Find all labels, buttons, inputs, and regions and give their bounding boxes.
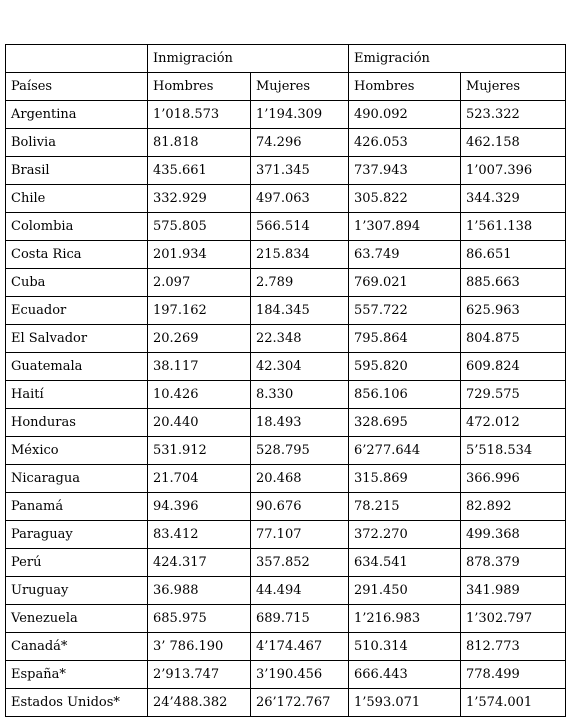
immigration-men-cell: 2.097 [148,269,251,297]
column-header-country: Países [6,73,148,101]
immigration-men-cell: 21.704 [148,465,251,493]
emigration-men-cell: 737.943 [349,157,461,185]
emigration-women-cell: 1’561.138 [461,213,566,241]
country-cell: México [6,437,148,465]
immigration-men-cell: 685.975 [148,605,251,633]
emigration-women-cell: 812.773 [461,633,566,661]
immigration-women-cell: 90.676 [251,493,349,521]
column-header-immigration-women: Mujeres [251,73,349,101]
immigration-men-cell: 3’ 786.190 [148,633,251,661]
emigration-women-cell: 804.875 [461,325,566,353]
immigration-women-cell: 566.514 [251,213,349,241]
emigration-women-cell: 5’518.534 [461,437,566,465]
table-row [6,521,566,549]
table-row [6,633,566,661]
emigration-women-cell: 366.996 [461,465,566,493]
emigration-women-cell: 499.368 [461,521,566,549]
emigration-women-cell: 344.329 [461,185,566,213]
emigration-men-cell: 426.053 [349,129,461,157]
emigration-women-cell: 1’007.396 [461,157,566,185]
emigration-women-cell: 341.989 [461,577,566,605]
table-row [6,605,566,633]
country-cell: Ecuador [6,297,148,325]
table-row [6,185,566,213]
emigration-men-cell: 1’307.894 [349,213,461,241]
country-cell: Venezuela [6,605,148,633]
emigration-women-cell: 523.322 [461,101,566,129]
table-row [6,157,566,185]
emigration-women-cell: 472.012 [461,409,566,437]
country-cell: Chile [6,185,148,213]
table-row [6,465,566,493]
country-cell: Panamá [6,493,148,521]
immigration-men-cell: 24’488.382 [148,689,251,717]
table-head [6,45,566,101]
emigration-men-cell: 291.450 [349,577,461,605]
table-row [6,689,566,717]
table-row [6,101,566,129]
table-row [6,549,566,577]
emigration-men-cell: 315.869 [349,465,461,493]
immigration-men-cell: 1’018.573 [148,101,251,129]
table-row [6,409,566,437]
immigration-men-cell: 197.162 [148,297,251,325]
emigration-women-cell: 1’574.001 [461,689,566,717]
migration-table [5,44,566,717]
immigration-men-cell: 435.661 [148,157,251,185]
country-cell: Guatemala [6,353,148,381]
emigration-women-cell: 778.499 [461,661,566,689]
immigration-women-cell: 689.715 [251,605,349,633]
table-row [6,325,566,353]
emigration-men-cell: 666.443 [349,661,461,689]
emigration-men-cell: 1’216.983 [349,605,461,633]
immigration-men-cell: 94.396 [148,493,251,521]
table-row [6,213,566,241]
emigration-men-cell: 595.820 [349,353,461,381]
table-row [6,437,566,465]
emigration-women-cell: 1’302.797 [461,605,566,633]
immigration-women-cell: 215.834 [251,241,349,269]
emigration-men-cell: 634.541 [349,549,461,577]
immigration-men-cell: 20.440 [148,409,251,437]
emigration-men-cell: 490.092 [349,101,461,129]
country-cell: Perú [6,549,148,577]
emigration-women-cell: 625.963 [461,297,566,325]
country-cell: Costa Rica [6,241,148,269]
immigration-women-cell: 3’190.456 [251,661,349,689]
country-cell: Haití [6,381,148,409]
emigration-women-cell: 609.824 [461,353,566,381]
immigration-men-cell: 201.934 [148,241,251,269]
emigration-women-cell: 82.892 [461,493,566,521]
emigration-men-cell: 795.864 [349,325,461,353]
immigration-men-cell: 38.117 [148,353,251,381]
country-cell: Estados Unidos* [6,689,148,717]
country-cell: Colombia [6,213,148,241]
immigration-women-cell: 22.348 [251,325,349,353]
country-cell: Bolivia [6,129,148,157]
group-header-row [6,45,566,73]
immigration-women-cell: 44.494 [251,577,349,605]
immigration-women-cell: 528.795 [251,437,349,465]
emigration-men-cell: 856.106 [349,381,461,409]
column-header-immigration-men: Hombres [148,73,251,101]
immigration-men-cell: 83.412 [148,521,251,549]
emigration-women-cell: 885.663 [461,269,566,297]
immigration-women-cell: 371.345 [251,157,349,185]
emigration-men-cell: 6’277.644 [349,437,461,465]
immigration-men-cell: 424.317 [148,549,251,577]
table-row [6,661,566,689]
immigration-men-cell: 531.912 [148,437,251,465]
immigration-women-cell: 1’194.309 [251,101,349,129]
country-cell: España* [6,661,148,689]
emigration-men-cell: 769.021 [349,269,461,297]
country-cell: Paraguay [6,521,148,549]
emigration-men-cell: 557.722 [349,297,461,325]
immigration-women-cell: 42.304 [251,353,349,381]
table-body [6,101,566,717]
immigration-women-cell: 497.063 [251,185,349,213]
column-header-emigration-women: Mujeres [461,73,566,101]
column-header-emigration-men: Hombres [349,73,461,101]
immigration-men-cell: 20.269 [148,325,251,353]
emigration-men-cell: 63.749 [349,241,461,269]
immigration-women-cell: 74.296 [251,129,349,157]
immigration-women-cell: 4’174.467 [251,633,349,661]
immigration-men-cell: 2’913.747 [148,661,251,689]
immigration-men-cell: 575.805 [148,213,251,241]
immigration-women-cell: 77.107 [251,521,349,549]
immigration-women-cell: 357.852 [251,549,349,577]
immigration-women-cell: 184.345 [251,297,349,325]
group-header-empty [6,45,148,73]
country-cell: El Salvador [6,325,148,353]
country-cell: Uruguay [6,577,148,605]
table-row [6,353,566,381]
country-cell: Cuba [6,269,148,297]
immigration-men-cell: 36.988 [148,577,251,605]
emigration-women-cell: 86.651 [461,241,566,269]
emigration-men-cell: 372.270 [349,521,461,549]
emigration-men-cell: 78.215 [349,493,461,521]
country-cell: Honduras [6,409,148,437]
emigration-men-cell: 510.314 [349,633,461,661]
immigration-women-cell: 8.330 [251,381,349,409]
immigration-women-cell: 26’172.767 [251,689,349,717]
country-cell: Argentina [6,101,148,129]
immigration-men-cell: 81.818 [148,129,251,157]
column-header-row [6,73,566,101]
immigration-women-cell: 20.468 [251,465,349,493]
immigration-women-cell: 18.493 [251,409,349,437]
immigration-men-cell: 10.426 [148,381,251,409]
table-row [6,577,566,605]
emigration-women-cell: 729.575 [461,381,566,409]
group-header-immigration: Inmigración [148,45,349,73]
group-header-emigration: Emigración [349,45,566,73]
emigration-men-cell: 1’593.071 [349,689,461,717]
table-row [6,129,566,157]
country-cell: Brasil [6,157,148,185]
table-row [6,269,566,297]
immigration-women-cell: 2.789 [251,269,349,297]
table-row [6,493,566,521]
table-row [6,381,566,409]
emigration-men-cell: 305.822 [349,185,461,213]
emigration-women-cell: 462.158 [461,129,566,157]
emigration-women-cell: 878.379 [461,549,566,577]
immigration-men-cell: 332.929 [148,185,251,213]
emigration-men-cell: 328.695 [349,409,461,437]
country-cell: Canadá* [6,633,148,661]
country-cell: Nicaragua [6,465,148,493]
table-row [6,241,566,269]
table-row [6,297,566,325]
